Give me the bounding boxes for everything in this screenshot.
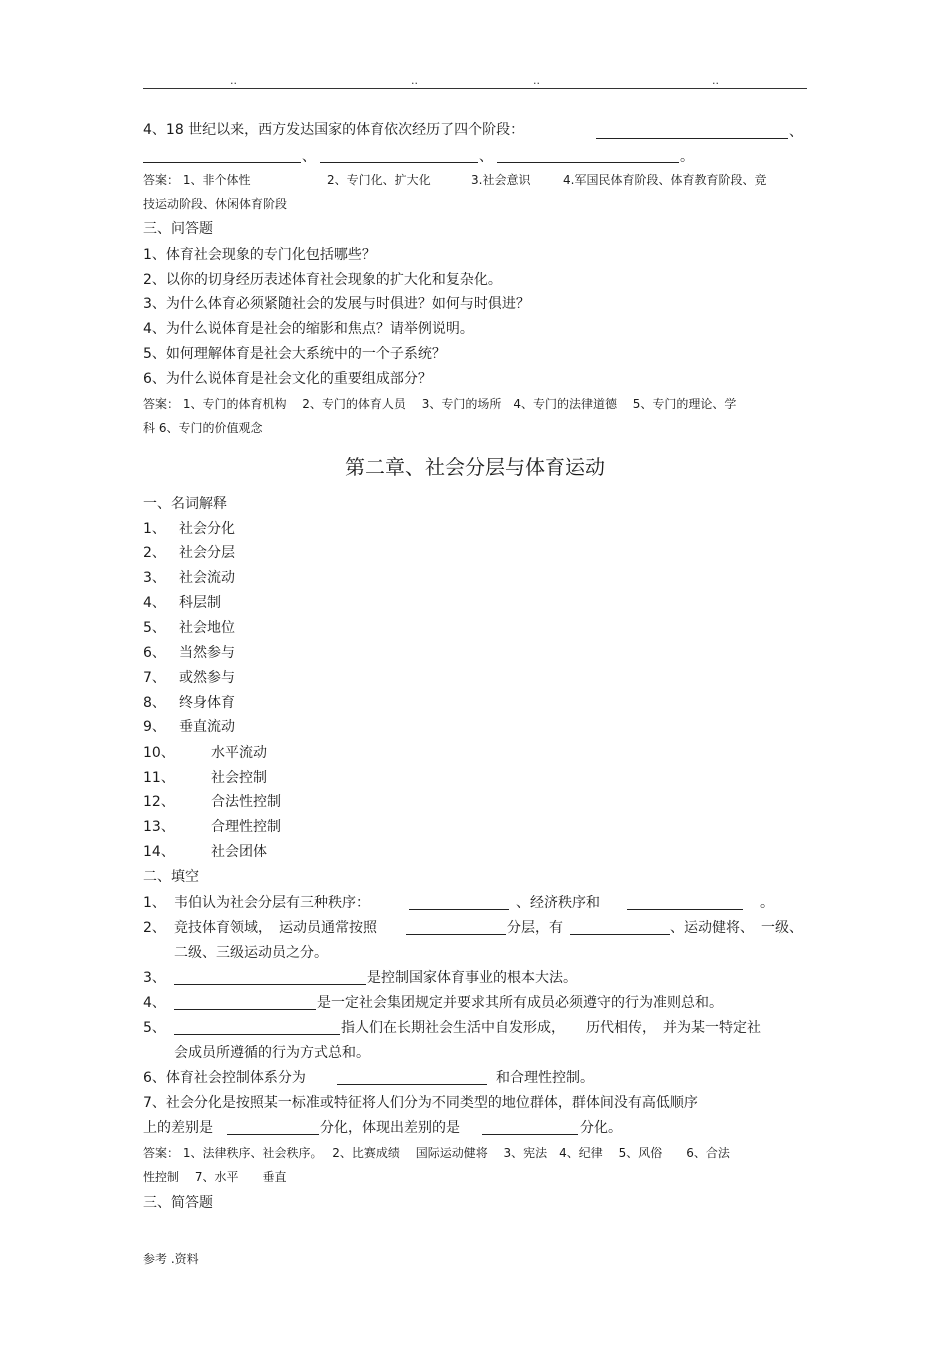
answer-text: 答案： 1、专门的体育机构 2、专门的体育人员 3、专门的场所 4、专门的法律道德 5、专门的理论、学	[143, 397, 737, 411]
question-text: 7、社会分化是按照某一标准或特征将人们分为不同类型的地位群体，群体间没有高低顺序	[143, 1095, 698, 1111]
period: 。	[760, 895, 774, 911]
answer-blank[interactable]	[570, 920, 670, 935]
answer-blank[interactable]	[143, 148, 301, 163]
term-item: 10、 水平流动	[143, 745, 267, 761]
answer-text: 性控制 7、水平 垂直	[143, 1170, 287, 1184]
header-rule	[143, 88, 807, 89]
period: 。	[680, 149, 694, 165]
question-item: 6、为什么说体育是社会文化的重要组成部分？	[143, 371, 432, 387]
answer-text: 答案： 1、非个体性	[143, 173, 251, 187]
answer-blank[interactable]	[174, 1020, 340, 1035]
answer-blank[interactable]	[406, 920, 506, 935]
question-text: 竞技体育领域， 运动员通常按照	[174, 920, 377, 936]
separator: 、	[479, 149, 493, 165]
question-text: 4、18 世纪以来，西方发达国家的体育依次经历了四个阶段：	[143, 122, 525, 138]
term-item: 7、 或然参与	[143, 670, 235, 686]
term-item: 1、 社会分化	[143, 521, 235, 537]
answer-blank[interactable]	[596, 124, 788, 139]
question-text: 分层，有	[507, 920, 563, 936]
term-item: 13、 合理性控制	[143, 819, 281, 835]
question-text: 和合理性控制。	[496, 1070, 594, 1086]
question-text: 指人们在长期社会生活中自发形成， 历代相传， 并为某一特定社	[341, 1020, 761, 1036]
question-item: 3、为什么体育必须紧随社会的发展与时俱进？如何与时俱进？	[143, 296, 530, 312]
term-item: 2、 社会分层	[143, 545, 235, 561]
header-dots: ..	[533, 74, 540, 87]
answer-blank[interactable]	[337, 1070, 487, 1085]
item-number: 4、	[143, 995, 166, 1011]
question-text: 是控制国家体育事业的根本大法。	[367, 970, 577, 986]
section-heading: 一、名词解释	[143, 496, 227, 512]
item-number: 2、	[143, 920, 166, 936]
separator: 、	[302, 149, 316, 165]
answer-text: 2、专门化、扩大化	[327, 173, 431, 187]
question-text: 分化，体现出差别的是	[320, 1120, 460, 1136]
answer-text: 科 6、专门的价值观念	[143, 421, 263, 435]
question-item: 2、以你的切身经历表述体育社会现象的扩大化和复杂化。	[143, 272, 502, 288]
answer-blank[interactable]	[409, 895, 509, 910]
question-item: 5、如何理解体育是社会大系统中的一个子系统？	[143, 346, 446, 362]
question-item: 1、体育社会现象的专门化包括哪些？	[143, 247, 376, 263]
header-dots: ..	[712, 74, 719, 87]
question-text: 、经济秩序和	[516, 895, 600, 911]
question-item: 4、为什么说体育是社会的缩影和焦点？请举例说明。	[143, 321, 474, 337]
section-heading: 三、问答题	[143, 221, 213, 237]
question-text: 上的差别是	[143, 1120, 213, 1136]
question-text: 会成员所遵循的行为方式总和。	[174, 1045, 370, 1061]
term-item: 9、 垂直流动	[143, 719, 235, 735]
separator: 、	[789, 124, 803, 140]
term-item: 8、 终身体育	[143, 695, 235, 711]
term-item: 14、 社会团体	[143, 844, 267, 860]
term-item: 4、 科层制	[143, 595, 221, 611]
answer-text: 4.军国民体育阶段、体育教育阶段、竞	[563, 173, 767, 187]
header-dots: ..	[411, 74, 418, 87]
page-footer: 参考 .资料	[143, 1252, 199, 1266]
answer-blank[interactable]	[174, 995, 316, 1010]
term-item: 5、 社会地位	[143, 620, 235, 636]
term-item: 6、 当然参与	[143, 645, 235, 661]
answer-text: 3.社会意识	[471, 173, 531, 187]
answer-blank[interactable]	[320, 148, 478, 163]
term-item: 12、 合法性控制	[143, 794, 281, 810]
answer-blank[interactable]	[174, 970, 366, 985]
question-text: 是一定社会集团规定并要求其所有成员必须遵守的行为准则总和。	[317, 995, 723, 1011]
question-text: 二级、三级运动员之分。	[174, 945, 328, 961]
question-text: 、运动健将、 一级、	[670, 920, 803, 936]
term-item: 3、 社会流动	[143, 570, 235, 586]
item-number: 1、	[143, 895, 166, 911]
answer-blank[interactable]	[627, 895, 743, 910]
answer-text: 技运动阶段、休闲体育阶段	[143, 197, 288, 211]
item-number: 5、	[143, 1020, 166, 1036]
question-text: 分化。	[580, 1120, 622, 1136]
section-heading: 三、简答题	[143, 1195, 213, 1211]
question-text: 韦伯认为社会分层有三种秩序：	[174, 895, 370, 911]
header-dots: ..	[230, 74, 237, 87]
answer-text: 答案： 1、法律秩序、社会秩序。 2、比赛成绩 国际运动健将 3、宪法 4、纪律 5、风俗 6、合法	[143, 1146, 730, 1160]
section-heading: 二、填空	[143, 869, 199, 885]
item-number: 3、	[143, 970, 166, 986]
term-item: 11、 社会控制	[143, 770, 267, 786]
answer-blank[interactable]	[497, 148, 679, 163]
answer-blank[interactable]	[482, 1120, 578, 1135]
fill-question-4	[143, 121, 524, 139]
answer-blank[interactable]	[227, 1120, 319, 1135]
chapter-title: 第二章、社会分层与体育运动	[345, 455, 605, 479]
question-text: 6、体育社会控制体系分为	[143, 1070, 306, 1086]
